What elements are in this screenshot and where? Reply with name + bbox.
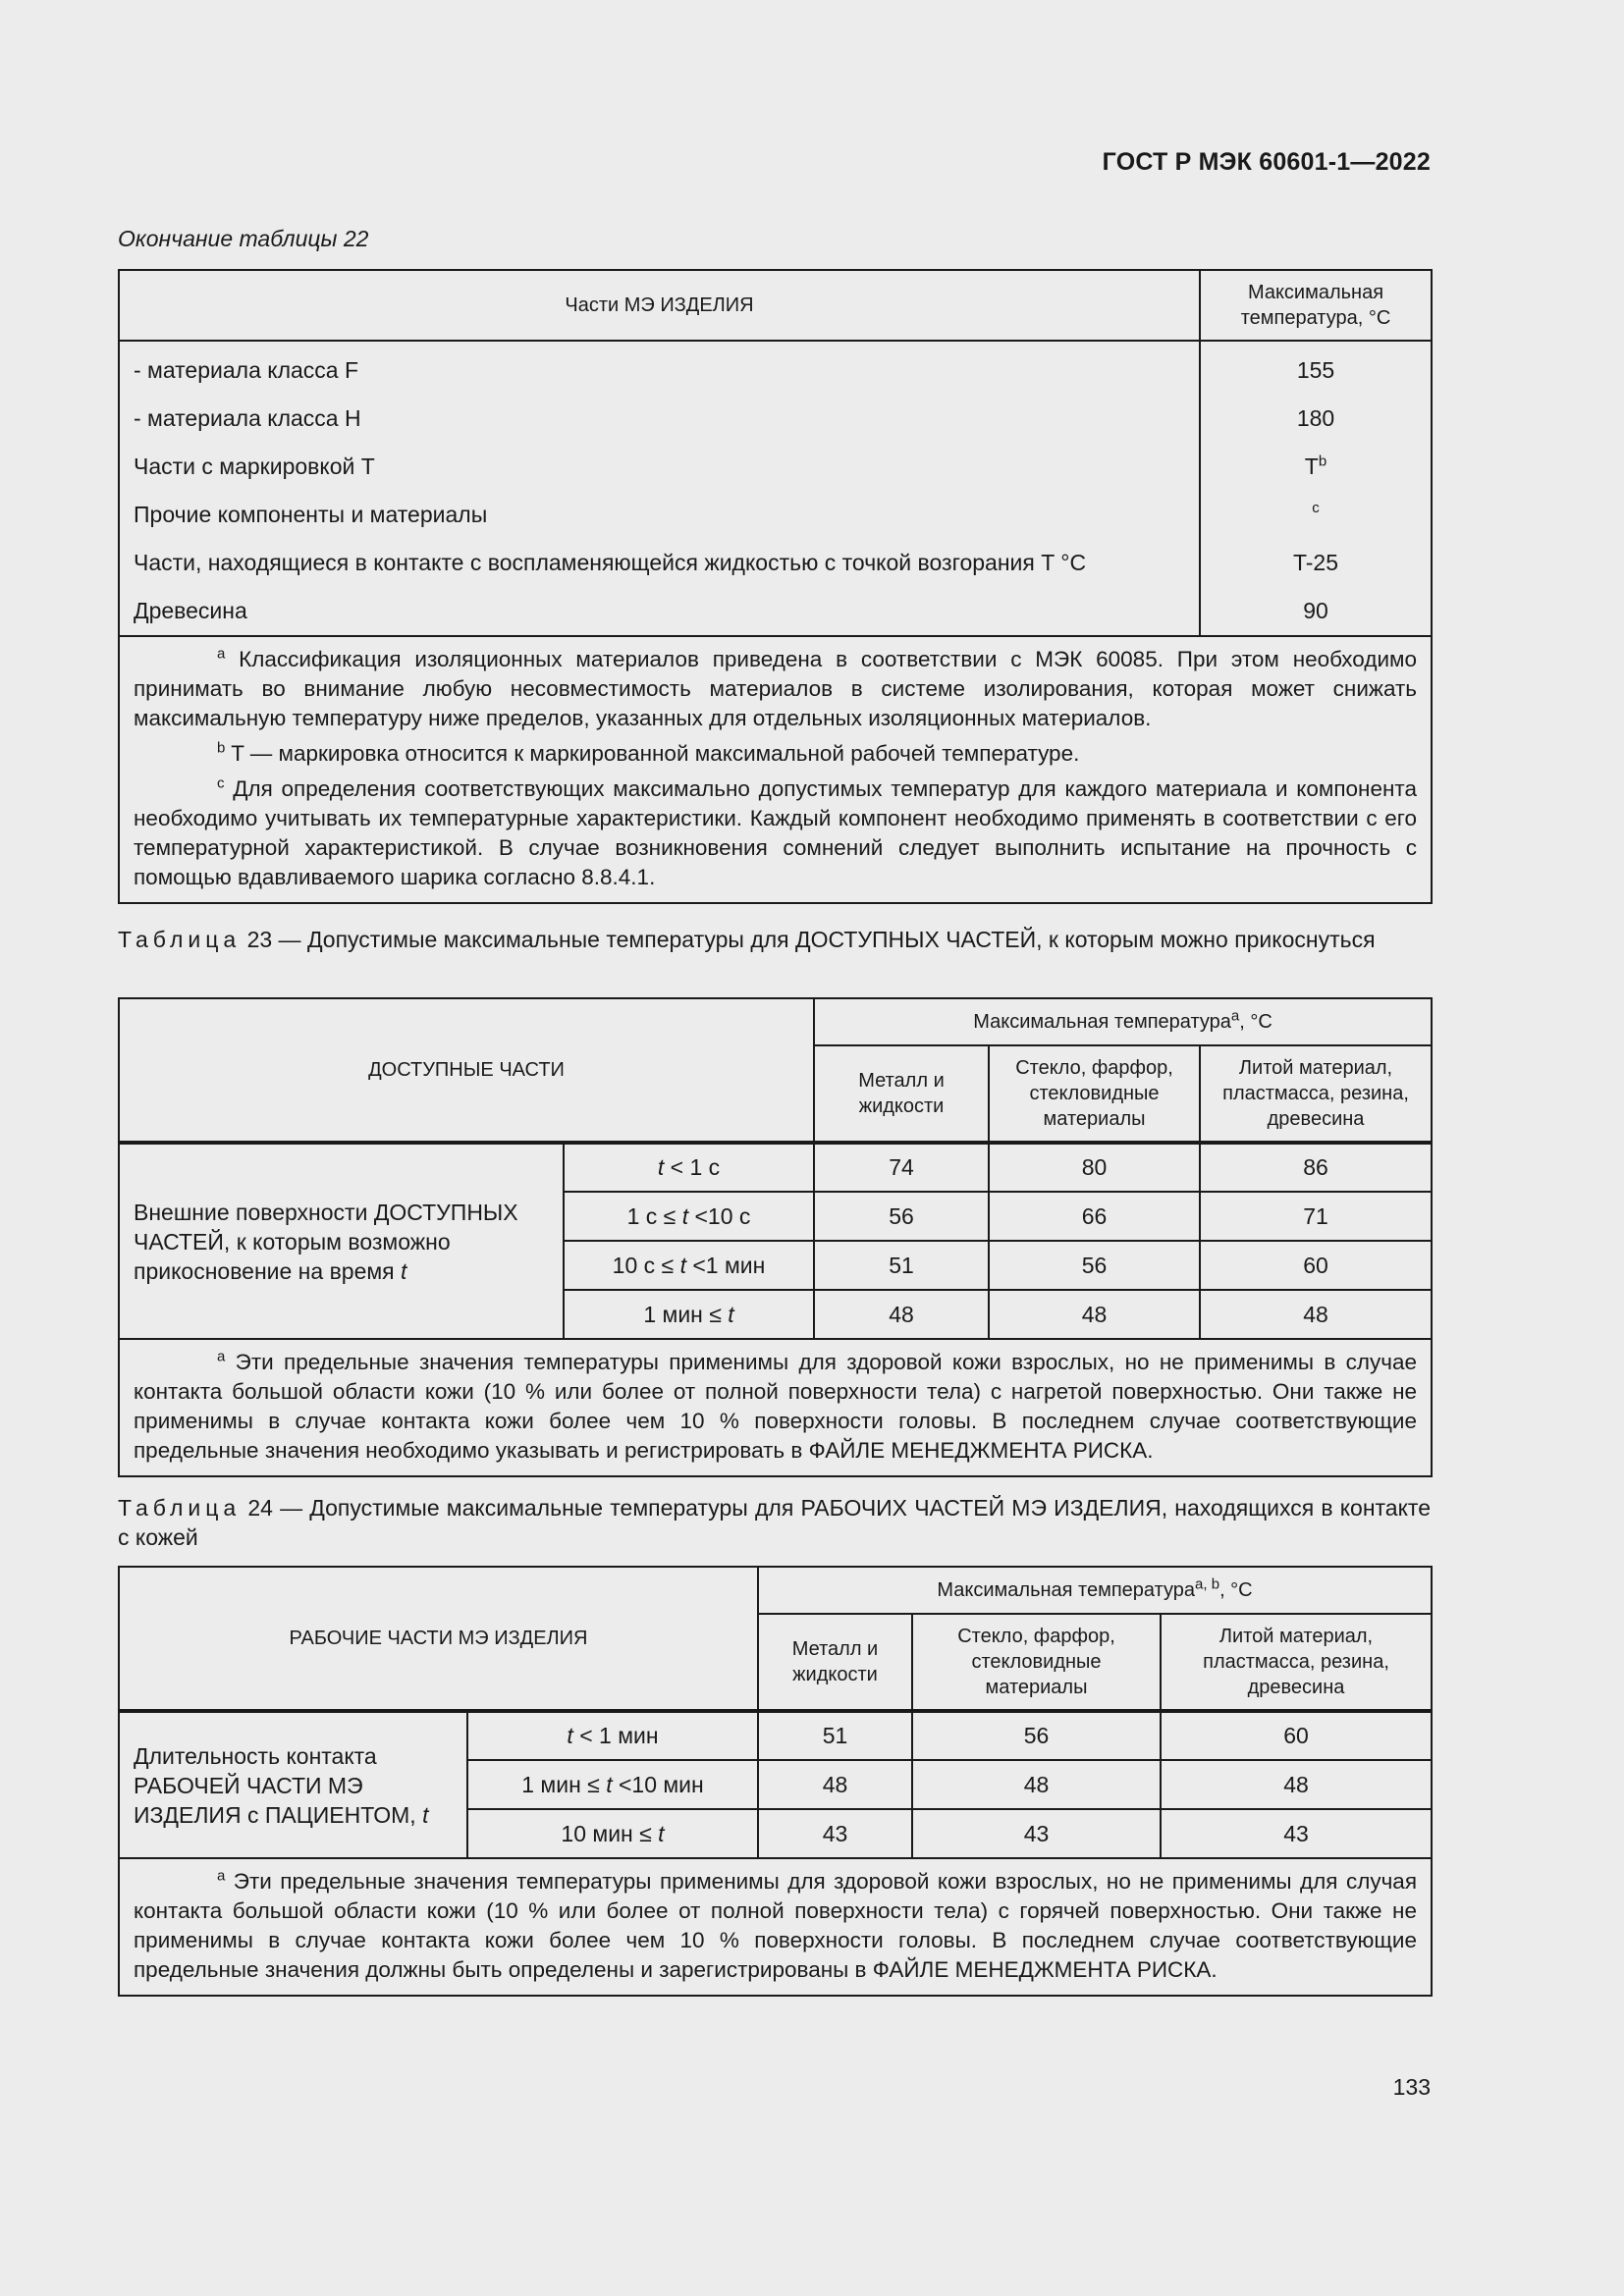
t24-header-metal: Металл и жидкости	[758, 1614, 912, 1711]
t24-time-range: t < 1 мин	[467, 1711, 758, 1760]
t22-row-label: - материала класса F	[119, 347, 1200, 395]
t22-note-b: $^b$ T — маркировка относится к маркированной максимальной рабочей температуре.	[217, 739, 1080, 766]
t24-value-glass: 43	[912, 1809, 1161, 1858]
t23-header-max-temp: Максимальная температура$^a$, °C	[814, 998, 1432, 1045]
t23-value-plastic: 71	[1200, 1192, 1432, 1241]
t23-value-glass: 80	[989, 1143, 1200, 1192]
t24-value-metal: 43	[758, 1809, 912, 1858]
t23-time-range: 1 мин ≤ t	[564, 1290, 814, 1339]
t23-row-label: Внешние поверхности ДОСТУПНЫХ ЧАСТЕЙ, к которым возможно прикосновение на время t	[119, 1143, 564, 1339]
table-24	[118, 1566, 1433, 1997]
t22-row-value: 155	[1200, 347, 1432, 395]
t24-row-label: Длительность контакта РАБОЧЕЙ ЧАСТИ МЭ ИЗДЕЛИЯ с ПАЦИЕНТОМ, t	[119, 1711, 467, 1858]
t24-value-glass: 48	[912, 1760, 1161, 1809]
t23-time-range: t < 1 с	[564, 1143, 814, 1192]
t22-footnotes	[119, 636, 1432, 903]
t23-value-glass: 56	[989, 1241, 1200, 1290]
t24-value-plastic: 48	[1161, 1760, 1432, 1809]
table-23-caption: Таблица 23 — Допустимые максимальные температуры для ДОСТУПНЫХ ЧАСТЕЙ, к которым можно прикоснуться	[118, 927, 1376, 952]
t22-row-value: $T^b$	[1200, 443, 1432, 491]
t23-value-glass: 48	[989, 1290, 1200, 1339]
t24-value-plastic: 43	[1161, 1809, 1432, 1858]
document-header: ГОСТ Р МЭК 60601-1—2022	[1102, 148, 1431, 176]
t22-note-c: $^c$ Для определения соответствующих максимально допустимых температур для каждого материала и компонента необходимо учитывать их температурные характеристики. Каждый компонент необходимо применять в соответствии с его температурной характеристикой. В случае возникновения сомнений следует выполнить испытание на прочность с помощью вдавливаемого шарика согласно 8.8.4.1.	[134, 774, 1417, 889]
t23-value-metal: 51	[814, 1241, 989, 1290]
t23-value-plastic: 86	[1200, 1143, 1432, 1192]
t23-note-a: $^a$ Эти предельные значения температуры применимы для здоровой кожи взрослых, но не применимы в случае контакта большой области кожи (10 % или более от полной поверхности тела) с нагретой поверхностью. Они также не применимы в случае контакта кожи более чем 10 % поверхности головы. В последнем случае соответствующие предельные значения необходимо указывать и регистрировать в ФАЙЛЕ МЕНЕДЖМЕНТА РИСКА.	[134, 1348, 1418, 1463]
t22-row-value: T-25	[1200, 539, 1432, 587]
t22-header-parts: Части МЭ ИЗДЕЛИЯ	[119, 270, 1200, 341]
t24-value-metal: 48	[758, 1760, 912, 1809]
t24-time-range: 1 мин ≤ t <10 мин	[467, 1760, 758, 1809]
t24-header-parts: РАБОЧИЕ ЧАСТИ МЭ ИЗДЕЛИЯ	[119, 1567, 758, 1711]
t23-value-plastic: 60	[1200, 1241, 1432, 1290]
t24-header-max-temp: Максимальная температура$^{a, b}$, °C	[758, 1567, 1432, 1614]
t24-value-glass: 56	[912, 1711, 1161, 1760]
table-22	[118, 269, 1433, 904]
t23-value-glass: 66	[989, 1192, 1200, 1241]
t23-header-glass: Стекло, фарфор, стекловидные материалы	[989, 1045, 1200, 1143]
t23-header-plastic: Литой материал, пластмасса, резина, древесина	[1200, 1045, 1432, 1143]
t22-row-value: 180	[1200, 395, 1432, 443]
t23-time-range: 10 с ≤ t <1 мин	[564, 1241, 814, 1290]
t23-value-metal: 56	[814, 1192, 989, 1241]
t24-value-metal: 51	[758, 1711, 912, 1760]
t22-row-value: 90	[1200, 587, 1432, 636]
t22-row-label: Части, находящиеся в контакте с воспламеняющейся жидкостью с точкой возгорания T °C	[119, 539, 1200, 587]
t23-time-range: 1 с ≤ t <10 с	[564, 1192, 814, 1241]
table-23	[118, 997, 1433, 1477]
t23-footnotes	[119, 1339, 1432, 1476]
t22-note-a: $^a$ Классификация изоляционных материалов приведена в соответствии с МЭК 60085. При этом необходимо принимать во внимание любую несовместимость материалов в системе изолирования, которая может снижать максимальную температуру ниже пределов, указанных для отдельных изоляционных материалов.	[134, 645, 1417, 730]
t22-row-label: Древесина	[119, 587, 1200, 636]
t23-value-plastic: 48	[1200, 1290, 1432, 1339]
t24-header-glass: Стекло, фарфор, стекловидные материалы	[912, 1614, 1161, 1711]
table-22-continuation-caption: Окончание таблицы 22	[118, 226, 369, 251]
table-24-caption: Таблица 24 — Допустимые максимальные температуры для РАБОЧИХ ЧАСТЕЙ МЭ ИЗДЕЛИЯ, находящихся в контакте с кожей	[118, 1495, 1431, 1550]
t24-note-a: $^a$ Эти предельные значения температуры применимы для здоровой кожи взрослых, но не применимы для случая контакта большой области кожи (10 % или более от полной поверхности тела) с горячей поверхностью. Они также не применимы в случае контакта кожи более чем 10 % поверхности головы. В последнем случае соответствующие предельные значения должны быть определены и зарегистрированы в ФАЙЛЕ МЕНЕДЖМЕНТА РИСКА.	[134, 1867, 1417, 1982]
t24-header-plastic: Литой материал, пластмасса, резина, древесина	[1161, 1614, 1432, 1711]
t22-row-value: c	[1200, 491, 1432, 539]
t22-row-label: Части с маркировкой T	[119, 443, 1200, 491]
t22-row-label: Прочие компоненты и материалы	[119, 491, 1200, 539]
t23-header-parts: ДОСТУПНЫЕ ЧАСТИ	[119, 998, 814, 1143]
t24-value-plastic: 60	[1161, 1711, 1432, 1760]
t23-header-metal: Металл и жидкости	[814, 1045, 989, 1143]
t23-value-metal: 48	[814, 1290, 989, 1339]
page-number: 133	[1392, 2074, 1431, 2100]
t22-header-temp: Максимальная температура, °C	[1200, 270, 1432, 341]
t24-time-range: 10 мин ≤ t	[467, 1809, 758, 1858]
t22-row-label: - материала класса H	[119, 395, 1200, 443]
t23-value-metal: 74	[814, 1143, 989, 1192]
t24-footnotes	[119, 1858, 1432, 1996]
